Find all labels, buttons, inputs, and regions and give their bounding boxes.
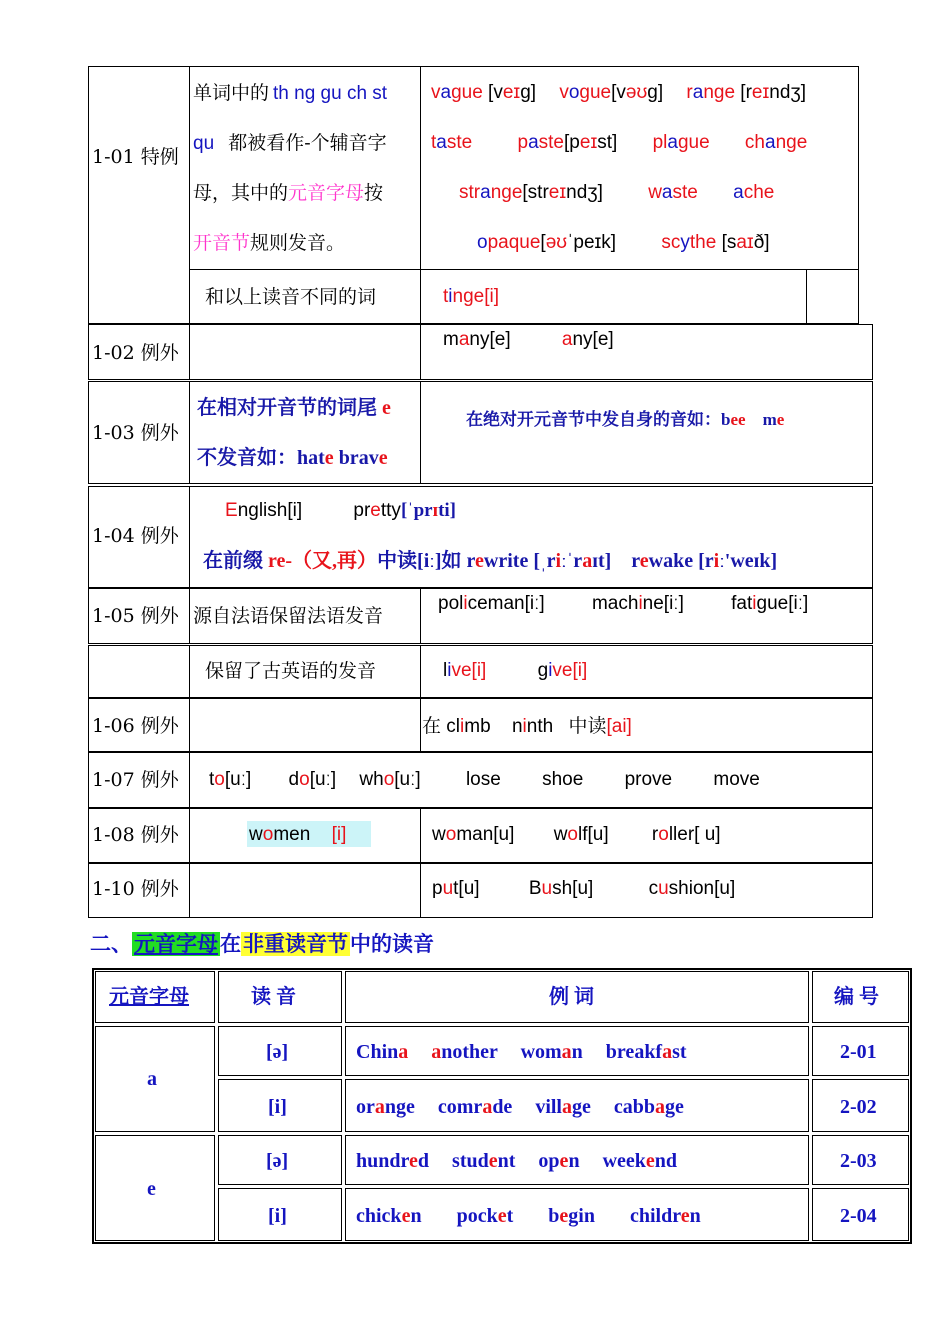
example-words-line4 (477, 231, 770, 255)
word-vague: vague [veɪg] (431, 82, 537, 103)
word-taste: taste (431, 132, 473, 153)
words-1-06 (422, 714, 632, 739)
word-machine: machine[iː] (591, 593, 684, 614)
rule-text: 规则发音。 (250, 232, 346, 254)
word-prove: prove (624, 769, 673, 790)
heading-highlight-unstressed: 非重读音节 (243, 932, 348, 956)
header-sound: 读 音 (251, 986, 296, 1008)
code-2-04: 2-04 (840, 1205, 877, 1227)
rule-1-03-left-line2: 不发音如：hate brave (197, 447, 388, 469)
rule-text: 母，其中的 (193, 182, 289, 204)
example-words-line3 (459, 181, 774, 205)
heading-text: 在 (220, 932, 241, 956)
word-cushion: cushion[u] (648, 878, 736, 899)
word-cabbage: cabbage (613, 1096, 684, 1118)
consonant-letters-qu: qu (193, 133, 215, 154)
code-2-01: 2-01 (840, 1041, 877, 1063)
row-label-1-03: 1-03 例外 (92, 422, 179, 444)
consonant-letters: th ng gu ch st (273, 83, 388, 104)
word-weekend: weekend (602, 1150, 678, 1172)
words-2-01 (356, 1040, 687, 1064)
word-begin: begin (548, 1205, 595, 1227)
text-pre: 在 (422, 715, 442, 737)
different-sound-label: 和以上读音不同的词 (205, 286, 377, 308)
rule-1-05: 源自法语保留法语发音 (193, 605, 384, 627)
word-change: change (744, 132, 808, 153)
words-2-04 (356, 1204, 701, 1228)
word-open: open (538, 1150, 580, 1172)
row-label-1-06: 1-06 例外 (92, 715, 179, 737)
example-words-line2 (431, 131, 807, 155)
word-live: live[i] (443, 660, 487, 681)
words-1-07 (209, 768, 760, 792)
rule-1-01-line2 (193, 131, 387, 156)
word-breakfast: breakfast (605, 1041, 687, 1063)
words-1-05 (438, 592, 808, 616)
word-do: do[uː] (288, 769, 337, 790)
word-policeman: policeman[iː] (438, 593, 545, 614)
text-post: 中读 (568, 715, 607, 737)
row-label-1-02: 1-02 例外 (92, 342, 179, 364)
sound-2-04: [i] (268, 1205, 287, 1227)
row-label-1-08: 1-08 例外 (92, 824, 179, 846)
heading-highlight-vowel: 元音字母 (134, 932, 218, 956)
rule-1-03-right: 在绝对开元音节中发自身的音如：bee me (466, 410, 785, 429)
rule-1-03-left-line1: 在相对开音节的词尾 e (197, 397, 391, 419)
rule-text: 按 (364, 182, 384, 204)
heading-number: 二、 (90, 932, 132, 956)
word-ache: ache (733, 182, 775, 203)
word-roller: roller[ u] (651, 824, 721, 845)
word-comrade: comrade (437, 1096, 513, 1118)
example-words-line1 (431, 81, 806, 105)
word-china: China (356, 1041, 409, 1063)
word-strange: strange[streɪndʒ] (459, 182, 603, 203)
word-any: any[e] (561, 329, 614, 350)
word-bush: Bush[u] (528, 878, 594, 899)
word-move: move (713, 769, 760, 790)
sound-2-02: [i] (268, 1096, 287, 1118)
word-pocket: pocket (456, 1205, 514, 1227)
rule-1-01-line4 (193, 231, 345, 255)
word-shoe: shoe (542, 769, 584, 790)
vowel-letter-term: 元音字母 (288, 182, 365, 204)
open-syllable-term: 开音节 (193, 232, 251, 254)
word-orange: orange (356, 1096, 415, 1118)
words-1-02 (443, 328, 614, 352)
word-waste: waste (648, 182, 698, 203)
code-2-02: 2-02 (840, 1096, 877, 1118)
women-sound: [i] (331, 824, 347, 845)
word-wolf: wolf[u] (553, 824, 609, 845)
rule-1-01-line3 (193, 181, 383, 205)
word-to: to[uː] (209, 769, 252, 790)
word-chicken: chicken (356, 1205, 422, 1227)
header-vowel-letter: 元音字母 (109, 986, 189, 1008)
word-english: English[i] (225, 500, 303, 521)
words-old-english (443, 659, 587, 683)
rule-old-english: 保留了古英语的发音 (205, 660, 377, 682)
sound-ai: [ai] (606, 716, 632, 737)
words-1-08 (432, 823, 721, 847)
row-label-1-04: 1-04 例外 (92, 525, 179, 547)
row-label-1-01: 1-01 特例 (92, 146, 179, 168)
rule-1-01-line1 (193, 81, 387, 106)
word-women: women [i] (249, 824, 347, 845)
row-label-1-05: 1-05 例外 (92, 605, 179, 627)
word-who: who[uː] (359, 769, 421, 790)
words-1-04-line1 (225, 499, 456, 523)
word-opaque: opaque[əʊˈpeɪk] (477, 232, 617, 253)
word-woman: woman (520, 1041, 583, 1063)
header-example-words: 例 词 (549, 986, 594, 1008)
rule-text: 单词中的 (193, 82, 270, 104)
word-pretty: pretty[ˈprɪti] (353, 500, 456, 521)
word-tinge: tinge[i] (443, 286, 499, 307)
word-village: village (535, 1096, 591, 1118)
heading-text: 中的读音 (350, 932, 434, 956)
word-fatigue: fatigue[iː] (731, 593, 809, 614)
words-1-10 (432, 877, 735, 901)
word-climb: climb (446, 716, 491, 737)
word-children: children (629, 1205, 701, 1227)
vowel-a: a (147, 1068, 157, 1090)
word-give: give[i] (537, 660, 588, 681)
word-student: student (452, 1150, 516, 1172)
word-paste: paste[peɪst] (517, 132, 618, 153)
word-woman: woman[u] (432, 824, 515, 845)
words-2-03 (356, 1149, 677, 1173)
word-another: another (431, 1041, 498, 1063)
section2-heading (90, 929, 434, 959)
row-label-1-07: 1-07 例外 (92, 769, 179, 791)
word-range: range [reɪndʒ] (686, 82, 807, 103)
rule-text: 都被看作-个辅音字 (228, 132, 387, 154)
word-scythe: scythe [saɪð] (661, 232, 770, 253)
word-vogue: vogue[vəʊg] (559, 82, 664, 103)
code-2-03: 2-03 (840, 1150, 877, 1172)
header-code: 编 号 (834, 986, 879, 1008)
word-hundred: hundred (356, 1150, 430, 1172)
words-2-02 (356, 1095, 684, 1119)
word-ninth: ninth (511, 716, 554, 737)
sound-2-03: [ə] (266, 1150, 289, 1172)
word-many: many[e] (443, 329, 511, 350)
sound-2-01: [ə] (266, 1041, 289, 1063)
row-label-1-10: 1-10 例外 (92, 878, 179, 900)
word-lose: lose (465, 769, 501, 790)
vowel-e: e (147, 1178, 156, 1200)
words-1-04-line2: 在前缀 re-（又,再）中读[iː]如 rewrite [ˌriːˈraɪt] rewake [riː'weɪk] (203, 550, 778, 572)
word-plague: plague (652, 132, 710, 153)
word-put: put[u] (432, 878, 480, 899)
